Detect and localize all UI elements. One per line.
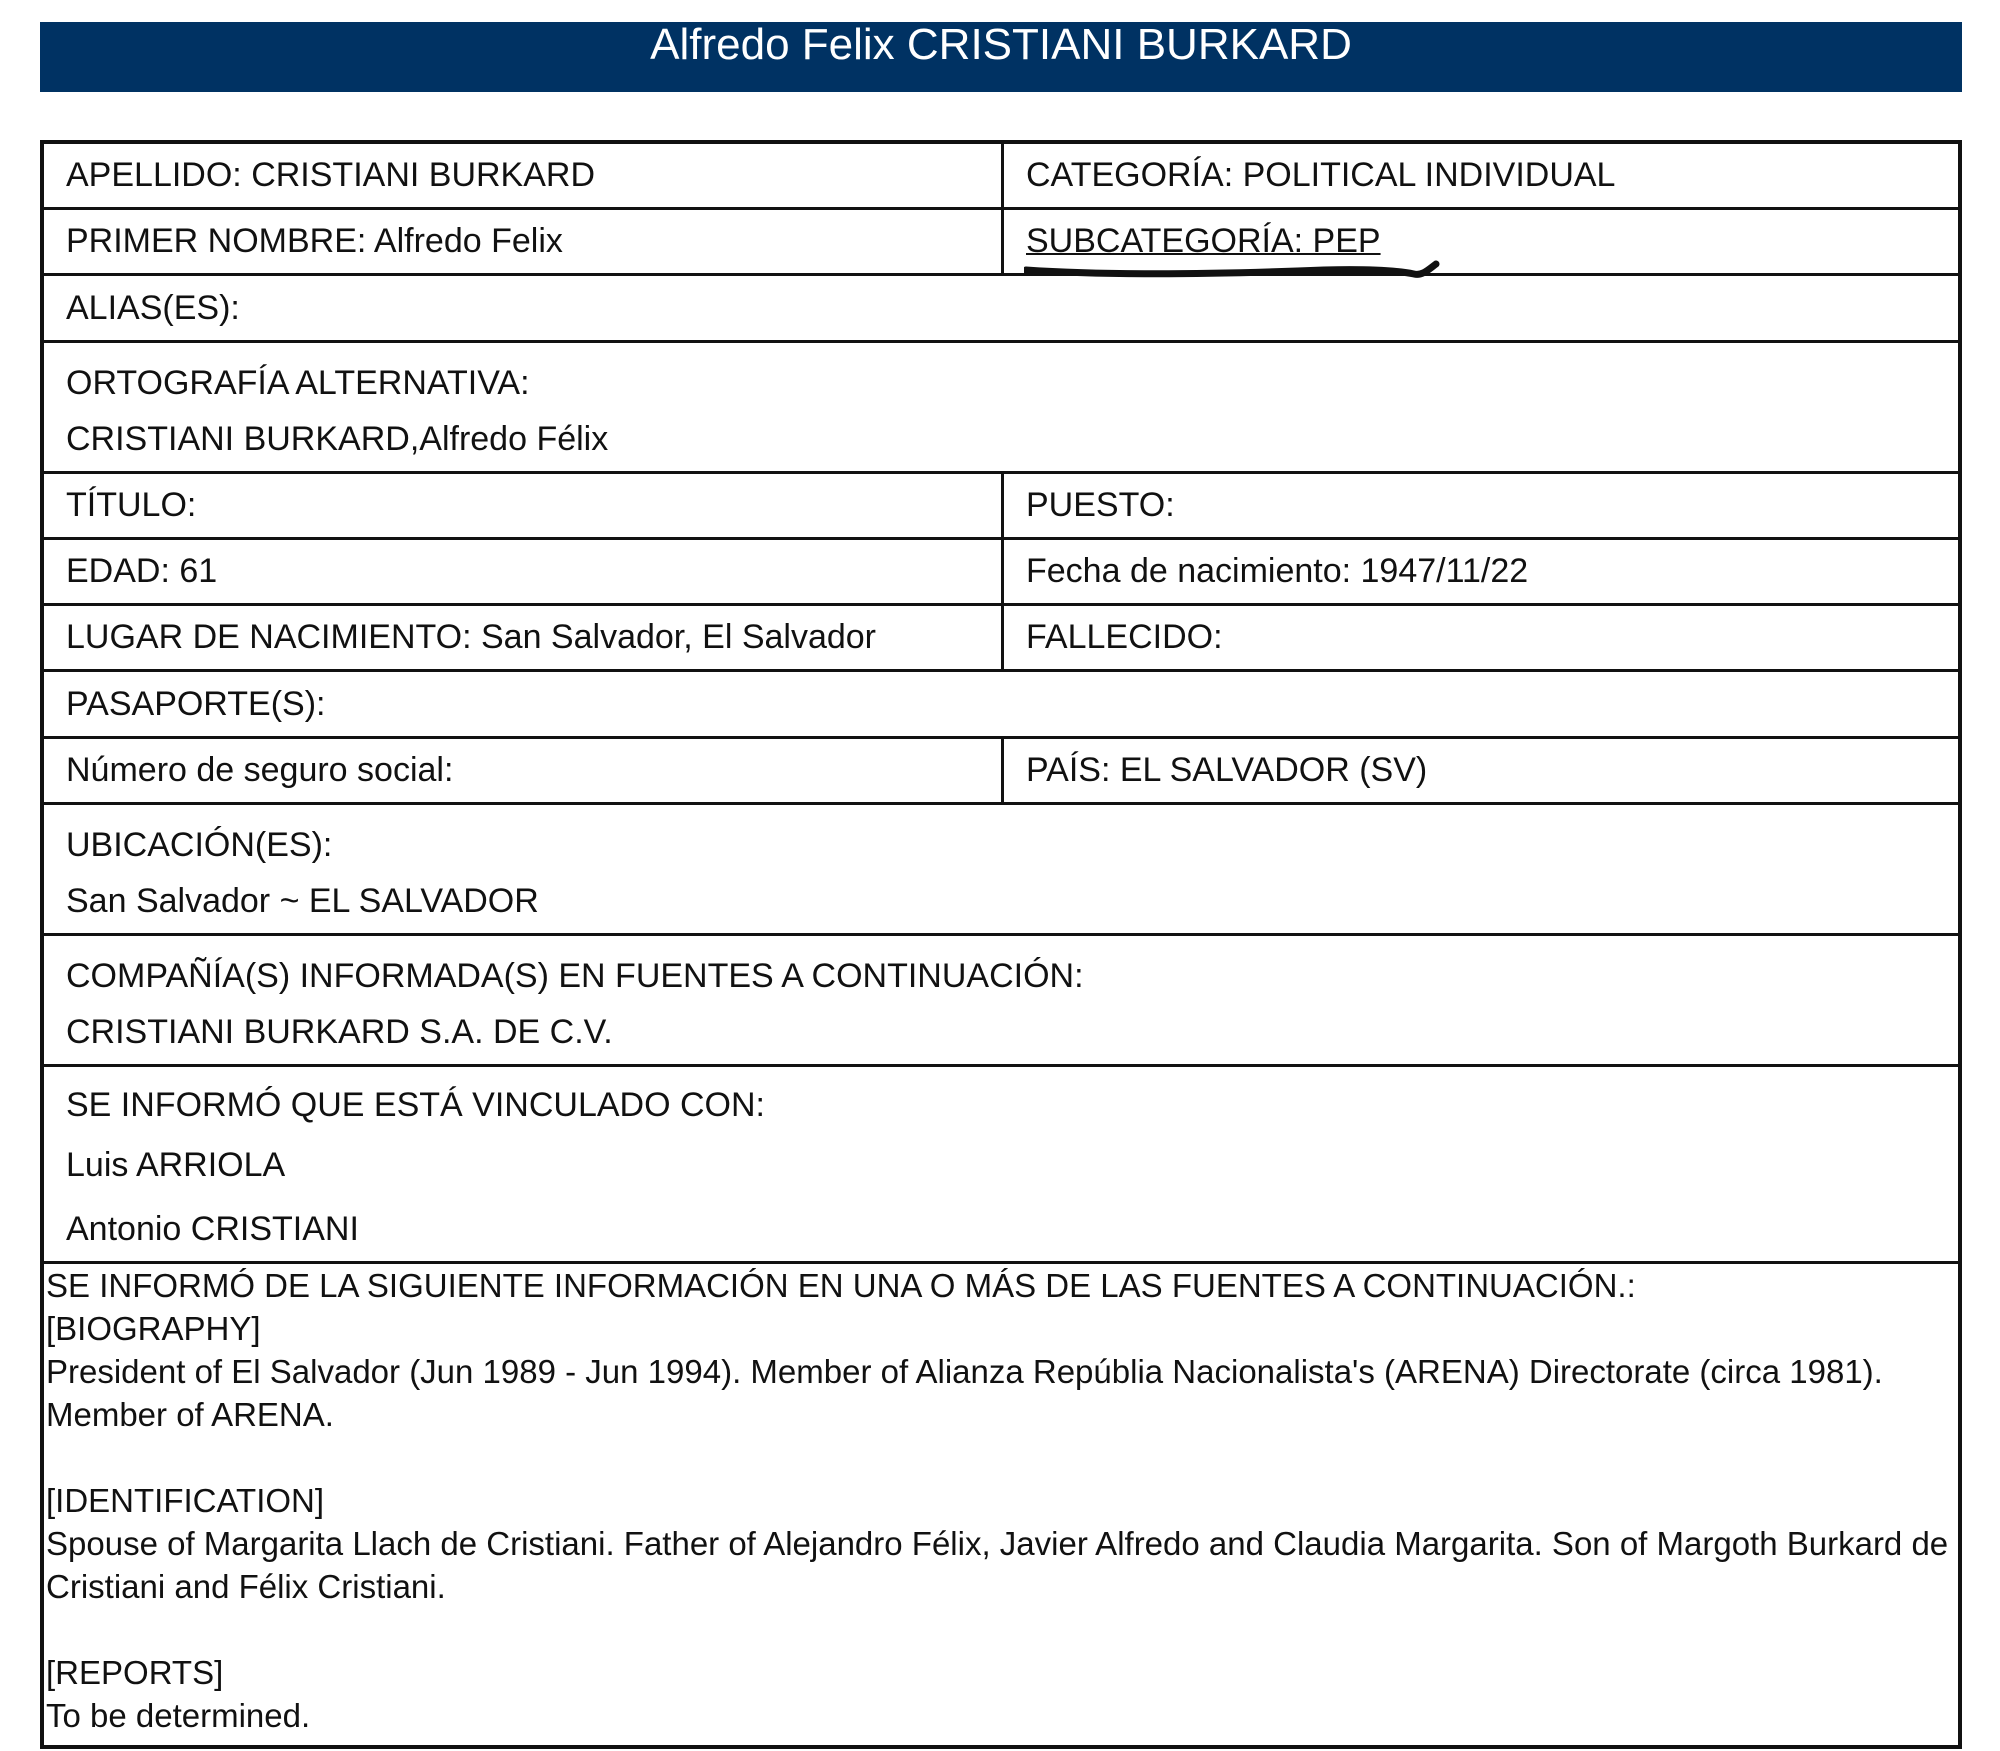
surname-cell — [44, 144, 1004, 207]
table-row — [44, 540, 1958, 606]
alt-spelling-value: CRISTIANI BURKARD,Alfredo Félix — [66, 420, 609, 458]
profile-table — [40, 140, 1962, 1749]
table-row — [44, 606, 1958, 672]
reports-text: To be determined. — [46, 1697, 311, 1734]
table-row — [44, 276, 1958, 343]
alt-spelling-label: ORTOGRAFÍA ALTERNATIVA: — [66, 364, 530, 402]
alt-spelling-cell — [44, 343, 1958, 471]
category-field: CATEGORÍA: POLITICAL INDIVIDUAL — [1026, 156, 1616, 194]
table-row — [44, 1264, 1958, 1745]
birthplace-field: LUGAR DE NACIMIENTO: San Salvador, El Salvador — [66, 618, 877, 656]
identification-label: [IDENTIFICATION] — [46, 1482, 325, 1519]
social-security-cell — [44, 739, 1004, 802]
birthplace-cell — [44, 606, 1004, 669]
companies-value: CRISTIANI BURKARD S.A. DE C.V. — [66, 1013, 613, 1051]
subcategory-cell — [1004, 210, 1958, 273]
title-cell — [44, 474, 1004, 537]
biography-text: President of El Salvador (Jun 1989 - Jun 1994). Member of Alianza Repúblia Nacionalista's (ARENA) Directorate (circa 1981). Member of ARENA. — [46, 1353, 1883, 1433]
linked-cell — [44, 1067, 1958, 1261]
spacer — [46, 1436, 1956, 1479]
title-banner — [40, 22, 1962, 92]
alias-field: ALIAS(ES): — [66, 288, 240, 327]
table-row — [44, 672, 1958, 739]
surname-field: APELLIDO: CRISTIANI BURKARD — [66, 156, 596, 194]
table-row — [44, 805, 1958, 936]
subcategory-wrap — [1026, 222, 1936, 261]
page-title: Alfredo Felix CRISTIANI BURKARD — [650, 22, 1352, 69]
table-row — [44, 343, 1958, 474]
location-label: UBICACIÓN(ES): — [66, 826, 333, 864]
reports-label: [REPORTS] — [46, 1654, 224, 1691]
table-row — [44, 739, 1958, 805]
age-cell — [44, 540, 1004, 603]
linked-person: Luis ARRIOLA — [66, 1146, 286, 1184]
first-name-cell — [44, 210, 1004, 273]
location-value: San Salvador ~ EL SALVADOR — [66, 882, 539, 920]
birth-date-field: Fecha de nacimiento: 1947/11/22 — [1026, 552, 1529, 590]
alias-cell — [44, 276, 1958, 340]
table-row — [44, 936, 1958, 1067]
first-name-field: PRIMER NOMBRE: Alfredo Felix — [66, 222, 563, 260]
linked-label: SE INFORMÓ QUE ESTÁ VINCULADO CON: — [66, 1086, 765, 1124]
category-cell — [1004, 144, 1958, 207]
linked-person: Antonio CRISTIANI — [66, 1210, 359, 1248]
title-field: TÍTULO: — [66, 486, 197, 524]
position-cell — [1004, 474, 1958, 537]
companies-label: COMPAÑÍA(S) INFORMADA(S) EN FUENTES A CONTINUACIÓN: — [66, 957, 1084, 995]
source-info-cell — [44, 1264, 1958, 1745]
birth-date-cell — [1004, 540, 1958, 603]
companies-cell — [44, 936, 1958, 1064]
identification-text: Spouse of Margarita Llach de Cristiani. Father of Alejandro Félix, Javier Alfredo and Claudia Margarita. Son of Margoth Burkard de Cristiani and Félix Cristiani. — [46, 1525, 1949, 1605]
passport-cell — [44, 672, 1958, 736]
table-row — [44, 144, 1958, 210]
country-cell — [1004, 739, 1958, 802]
biography-label: [BIOGRAPHY] — [46, 1310, 261, 1347]
table-row — [44, 474, 1958, 540]
social-security-field: Número de seguro social: — [66, 751, 454, 789]
table-row — [44, 1067, 1958, 1264]
table-row — [44, 210, 1958, 276]
age-field: EDAD: 61 — [66, 552, 218, 590]
country-field: PAÍS: EL SALVADOR (SV) — [1026, 751, 1428, 789]
position-field: PUESTO: — [1026, 486, 1175, 524]
spacer — [46, 1608, 1956, 1651]
subcategory-field: SUBCATEGORÍA: PEP — [1026, 222, 1381, 260]
passport-field: PASAPORTE(S): — [66, 684, 326, 723]
deceased-cell — [1004, 606, 1958, 669]
deceased-field: FALLECIDO: — [1026, 618, 1223, 656]
location-cell — [44, 805, 1958, 933]
source-info-heading: SE INFORMÓ DE LA SIGUIENTE INFORMACIÓN EN UNA O MÁS DE LAS FUENTES A CONTINUACIÓN.: — [46, 1267, 1636, 1304]
